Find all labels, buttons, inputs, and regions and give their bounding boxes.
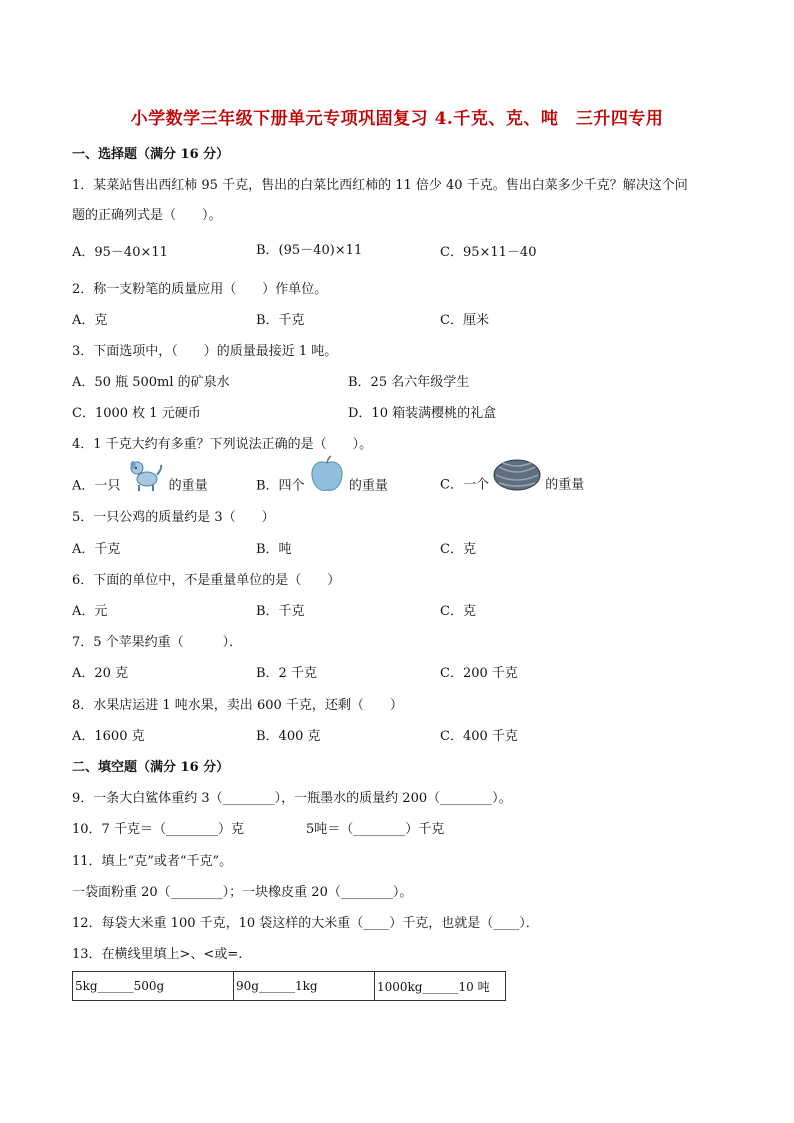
q5-option-b: B．吨 <box>256 542 292 557</box>
question-12: 12．每袋大米重 100 千克，10 袋这样的大米重（____）千克，也就是（____）． <box>72 916 539 931</box>
q2-option-a: A．克 <box>72 313 108 328</box>
q8-option-b: B．400 克 <box>256 729 321 744</box>
comparison-cell-3: 1000kg______10 吨 <box>375 972 506 1001</box>
q4-option-b-prefix: B．四个 <box>256 478 305 494</box>
question-10b: 5吨＝（________）千克 <box>306 822 445 837</box>
q2-option-c: C．厘米 <box>440 313 489 328</box>
question-6: 6．下面的单位中，不是重量单位的是（ ） <box>72 573 341 588</box>
q3-option-b: B．25 名六年级学生 <box>348 375 470 390</box>
question-9: 9．一条大白鲨体重约 3（________），一瓶墨水的质量约 200（________）。 <box>72 791 512 806</box>
question-11-blanks: 一袋面粉重 20（________）；一块橡皮重 20（________）。 <box>72 885 413 900</box>
comparison-table <box>72 971 506 1001</box>
question-5: 5．一只公鸡的质量约是 3（ ） <box>72 510 275 525</box>
q6-option-b: B．千克 <box>256 604 305 619</box>
dog-icon <box>125 457 165 499</box>
question-4: 4．1 千克大约有多重？下列说法正确的是（ ）。 <box>72 437 373 452</box>
section-fill-heading: 二、填空题（满分 16 分） <box>72 760 230 775</box>
q5-option-c: C．克 <box>440 542 476 557</box>
q8-option-a: A．1600 克 <box>72 729 145 744</box>
q7-option-a: A．20 克 <box>72 666 129 681</box>
table-row <box>73 972 506 1001</box>
q4-option-c <box>440 473 584 497</box>
q4-option-c-prefix: C．一个 <box>440 477 489 493</box>
comparison-cell-2: 90g______1kg <box>234 972 375 1001</box>
question-1-line1: 1．某菜站售出西红柿 95 千克，售出的白菜比西红柿的 11 倍少 40 千克。售出白菜多少千克？解决这个问 <box>72 178 688 193</box>
question-8: 8．水果店运进 1 吨水果，卖出 600 千克，还剩（ ） <box>72 698 403 713</box>
q4-option-a-suffix: 的重量 <box>168 478 208 494</box>
comparison-cell-1: 5kg______500g <box>73 972 234 1001</box>
question-13: 13．在横线里填上>、<或=. <box>72 947 243 962</box>
q6-option-c: C．克 <box>440 604 476 619</box>
q1-option-b: B．(95－40)×11 <box>256 243 363 258</box>
question-7: 7．5 个苹果约重（ ）． <box>72 635 243 650</box>
q1-option-a: A．95－40×11 <box>72 245 168 260</box>
question-10a: 10．7 千克＝（________）克 <box>72 822 244 837</box>
q1-option-c: C．95×11－40 <box>440 245 537 260</box>
q4-option-a <box>72 473 208 499</box>
watermelon-icon <box>493 459 541 497</box>
q6-option-a: A．元 <box>72 604 108 619</box>
page-title: 小学数学三年级下册单元专项巩固复习 4.千克、克、吨 三升四专用 <box>130 109 664 129</box>
q4-option-a-prefix: A．一只 <box>72 478 121 494</box>
q3-option-d: D．10 箱装满樱桃的礼盒 <box>348 406 497 421</box>
q5-option-a: A．千克 <box>72 542 121 557</box>
q7-option-c: C．200 千克 <box>440 666 518 681</box>
section-choice-heading: 一、选择题（满分 16 分） <box>72 147 230 162</box>
question-1-line2: 题的正确列式是（ ）。 <box>72 208 222 223</box>
q4-option-c-suffix: 的重量 <box>545 477 585 493</box>
question-2: 2．称一支粉笔的质量应用（ ）作单位。 <box>72 282 328 297</box>
q3-option-c: C．1000 枚 1 元硬币 <box>72 406 201 421</box>
question-3: 3．下面选项中，（ ）的质量最接近 1 吨。 <box>72 344 338 359</box>
q4-option-b <box>256 473 388 499</box>
q4-option-b-suffix: 的重量 <box>348 478 388 494</box>
question-11: 11．填上“克”或者“千克”。 <box>72 854 233 869</box>
q3-option-a: A．50 瓶 500ml 的矿泉水 <box>72 375 230 390</box>
q7-option-b: B．2 千克 <box>256 666 317 681</box>
q2-option-b: B．千克 <box>256 313 305 328</box>
apple-icon <box>309 455 345 499</box>
q8-option-c: C．400 千克 <box>440 729 518 744</box>
